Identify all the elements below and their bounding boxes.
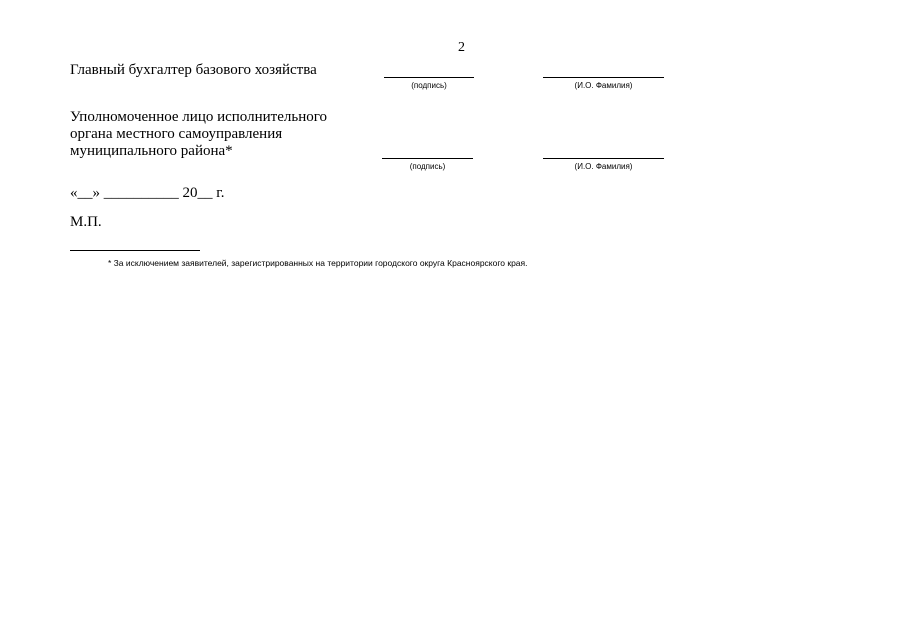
signatory-2-role-line: муниципального района* [70,143,233,159]
signatory-2-name-caption: (И.О. Фамилия) [574,162,633,171]
page-number: 2 [458,40,465,55]
signatory-1-role-line: Главный бухгалтер базового хозяйства [70,62,317,78]
signatory-1-name-line [543,77,664,78]
stamp-label: М.П. [70,214,102,230]
signatory-2-signature-caption: (подпись) [409,162,446,171]
footnote: * За исключением заявителей, зарегистрированных на территории городского округа Красноярского края. [108,258,528,268]
signatory-2-role [70,109,327,160]
footnote-rule [70,250,200,251]
signatory-1-signature-line [384,77,474,78]
signatory-2-signature-line [382,158,473,159]
signatory-1-name-caption: (И.О. Фамилия) [574,81,633,90]
signatory-2-role-line: Уполномоченное лицо исполнительного [70,109,327,125]
signatory-2-name-line [543,158,664,159]
date-line: «__» __________ 20__ г. [70,185,225,201]
signatory-1-signature-caption: (подпись) [411,81,447,90]
signatory-1-role [70,62,317,79]
signatory-2-role-line: органа местного самоуправления [70,126,283,142]
